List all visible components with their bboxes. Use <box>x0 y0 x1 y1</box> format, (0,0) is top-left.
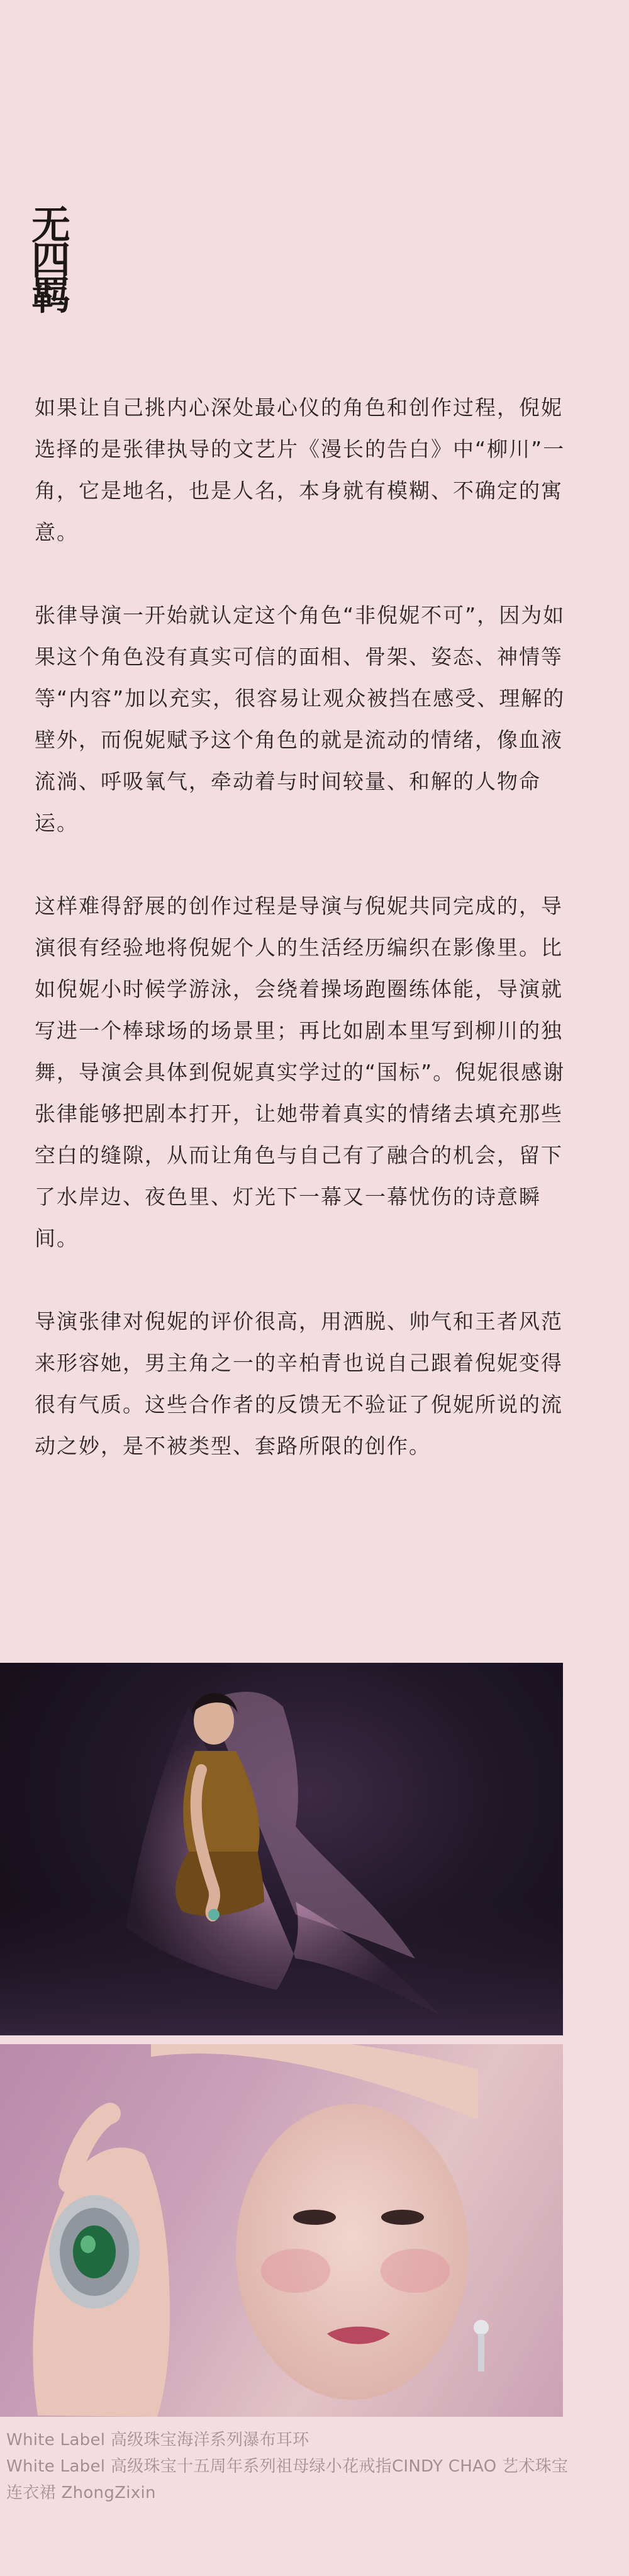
photo-portrait-ring <box>0 2044 563 2417</box>
title-char: 羁 <box>31 273 71 318</box>
title-char: 四 <box>31 237 71 283</box>
caption-line: 连衣裙 ZhongZixin <box>6 2483 156 2502</box>
photo-caption <box>6 2427 610 2506</box>
paragraph: 这样难得舒展的创作过程是导演与倪妮共同完成的，导演很有经验地将倪妮个人的生活经历编织在影像里。比如倪妮小时候学游泳，会绕着操场跑圈练体能，导演就写进一个棒球场的场景里；再比如剧本里写到柳川的独舞，导演会具体到倪妮真实学过的“国标”。倪妮很感谢张律能够把剧本打开，让她带着真实的情绪去填充那些空白的缝隙，从而让角色与自己有了融合的机会，留下了水岸边、夜色里、灯光下一幕又一幕忧伤的诗意瞬间。 <box>35 894 565 1251</box>
paragraph: 张律导演一开始就认定这个角色“非倪妮不可”，因为如果这个角色没有真实可信的面相、骨架、姿态、神情等等“内容”加以充实，很容易让观众被挡在感受、理解的壁外，而倪妮赋予这个角色的就是流动的情绪，像血液流淌、呼吸氧气，牵动着与时间较量、和解的人物命运。 <box>35 603 565 835</box>
photo-veiled-figure <box>0 1663 563 2035</box>
paragraph: 如果让自己挑内心深处最心仪的角色和创作过程，倪妮选择的是张律执导的文艺片《漫长的告白》中“柳川”一角，它是地名，也是人名，本身就有模糊、不确定的寓意。 <box>35 395 565 544</box>
caption-line: White Label 高级珠宝十五周年系列祖母绿小花戒指CINDY CHAO 艺术珠宝 <box>6 2457 569 2476</box>
article-body <box>35 387 569 1509</box>
paragraph: 导演张律对倪妮的评价很高，用洒脱、帅气和王者风范来形容她，男主角之一的辛柏青也说自己跟着倪妮变得很有气质。这些合作者的反馈无不验证了倪妮所说的流动之妙，是不被类型、套路所限的创作。 <box>35 1309 563 1458</box>
caption-line: White Label 高级珠宝海洋系列瀑布耳环 <box>6 2431 309 2449</box>
article-title <box>31 202 77 318</box>
title-char: 无 <box>31 202 71 248</box>
